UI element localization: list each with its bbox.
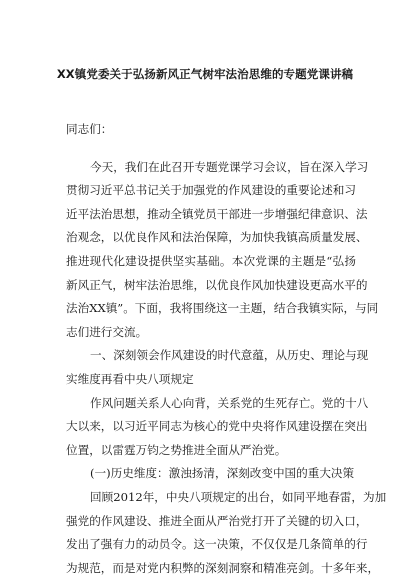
paragraph-line: 回顾2012年，中央八项规定的出台，如同平地春雷，为加 [90,489,387,504]
paragraph-line: 法治XX镇”。下面，我将围绕这一主题，结合我镇实际，与同 [66,301,379,316]
subsection-heading: (一)历史维度：激浊扬清，深刻改变中国的重大决策 [90,466,355,481]
paragraph-line: 志们进行交流。 [66,324,148,339]
paragraph-line: 为规范，而是对党内积弊的深刻洞察和精准亮剑。十多年来， [66,560,380,575]
paragraph-spacer [66,142,356,156]
paragraph-line: 推进现代化建设提供坚实基础。本次党课的主题是“弘扬 [66,253,356,268]
paragraph-line: 位置，以雷霆万钧之势推进全面从严治党。 [66,442,287,457]
paragraph-line: 作风问题关系人心向背，关系党的生死存亡。党的十八 [90,395,369,410]
paragraph-line: 贯彻习近平总书记关于加强党的作风建设的重要论述和习 [66,183,356,198]
paragraph-line: 近平法治思想，推动全镇党员干部进一步增强纪律意识、法 [66,206,368,221]
paragraph-line: 今天，我们在此召开专题党课学习会议，旨在深入学习 [90,159,369,174]
document-body [66,118,387,580]
salutation: 同志们： [66,122,113,136]
section-heading-line: 一、深刻领会作风建设的时代意蕴，从历史、理论与现 [90,348,369,363]
paragraph-line: 治观念，以优良作风和法治保障，为加快我镇高质量发展、 [66,230,368,245]
paragraph-line: 新风正气，树牢法治思维，以优良作风加快建设更高水平的 [66,277,368,292]
section-heading-line: 实维度再看中央八项规定 [66,371,194,386]
paragraph-line: 强党的作风建设、推进全面从严治党打开了关键的切入口， [66,513,368,528]
paragraph-line: 大以来，以习近平同志为核心的党中央将作风建设摆在突出 [66,419,368,434]
document-title: XX镇党委关于弘扬新风正气树牢法治思维的专题党课讲稿 [56,67,354,81]
paragraph-line: 发出了强有力的动员令。这一决策，不仅仅是几条简单的行 [66,537,368,552]
